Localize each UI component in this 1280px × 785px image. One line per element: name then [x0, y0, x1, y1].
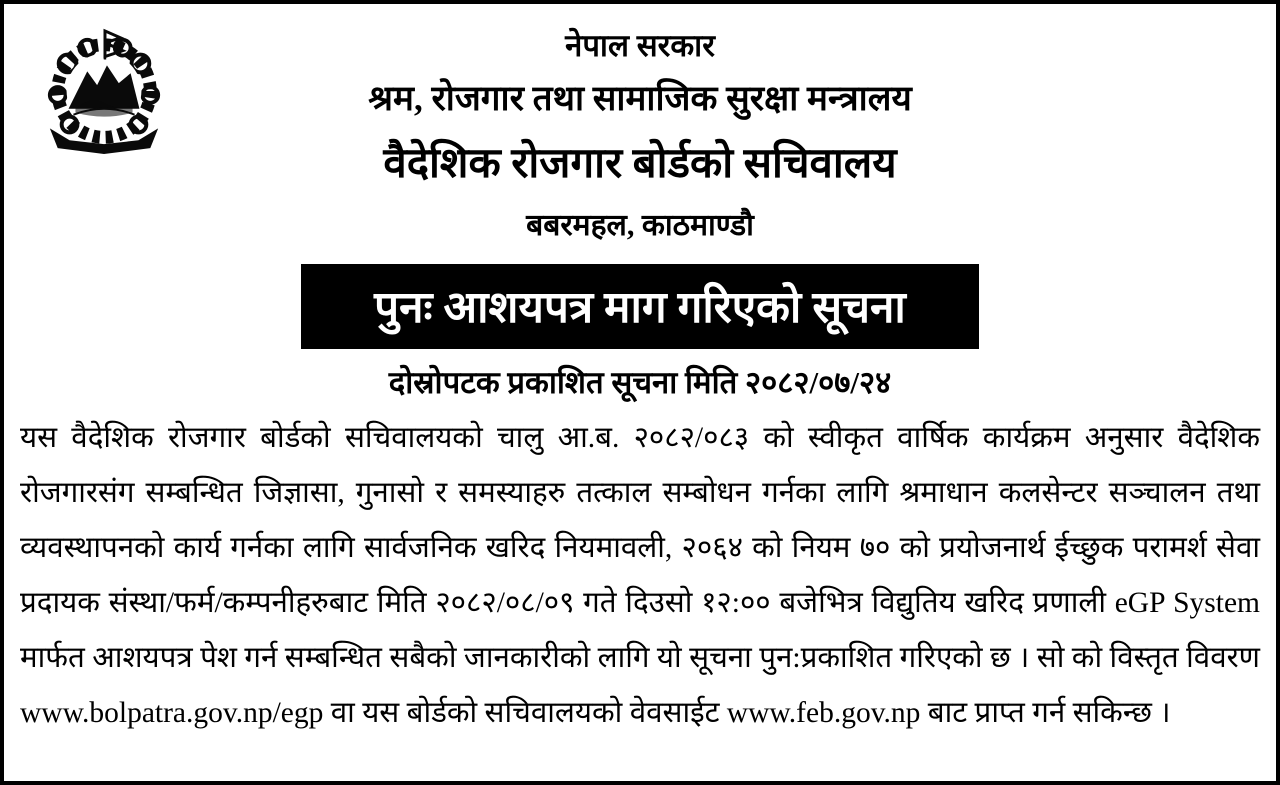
- government-name: नेपाल सरकार: [565, 28, 715, 63]
- notice-title-banner: [301, 264, 979, 349]
- office-name: वैदेशिक रोजगार बोर्डको सचिवालय: [383, 141, 897, 187]
- notice-body-text: यस वैदेशिक रोजगार बोर्डको सचिवालयको चालु आ.ब. २०८२/०८३ को स्वीकृत वार्षिक कार्यक्रम अनुसार वैदेशिक रोजगारसंग सम्बन्धित जिज्ञासा, गुनासो र समस्याहरु तत्काल सम्बोधन गर्नका लागि श्रमाधान कलसेन्टर सञ्चालन तथा व्यवस्थापनको कार्य गर्नका लागि सार्वजनिक खरिद नियमावली, २०६४ को नियम ७० को प्रयोजनार्थ ईच्छुक परामर्श सेवा प्रदायक संस्था/फर्म/कम्पनीहरुबाट मिति २०८२/०८/०९ गते दिउसो १२:०० बजेभित्र विद्युतिय खरिद प्रणाली eGP System मार्फत आशयपत्र पेश गर्न सम्बन्धित सबैको जानकारीको लागि यो सूचना पुन:प्रकाशित गरिएको छ । सो को विस्तृत विवरण www.bolpatra.gov.np/egp वा यस बोर्डको सचिवालयको वेवसाईट www.feb.gov.np बाट प्राप्त गर्न सकिन्छ ।: [20, 422, 1260, 729]
- notice-title: पुनः आशयपत्र माग गरिएको सूचना: [374, 283, 906, 332]
- ministry-name: श्रम, रोजगार तथा सामाजिक सुरक्षा मन्त्रालय: [368, 79, 912, 118]
- office-address: बबरमहल, काठमाण्डौ: [526, 209, 754, 242]
- publication-date-line: दोस्रोपटक प्रकाशित सूचना मिति २०८२/०७/२४: [388, 365, 892, 400]
- letterhead: [4, 4, 1276, 252]
- nepal-government-emblem-icon: [40, 26, 168, 158]
